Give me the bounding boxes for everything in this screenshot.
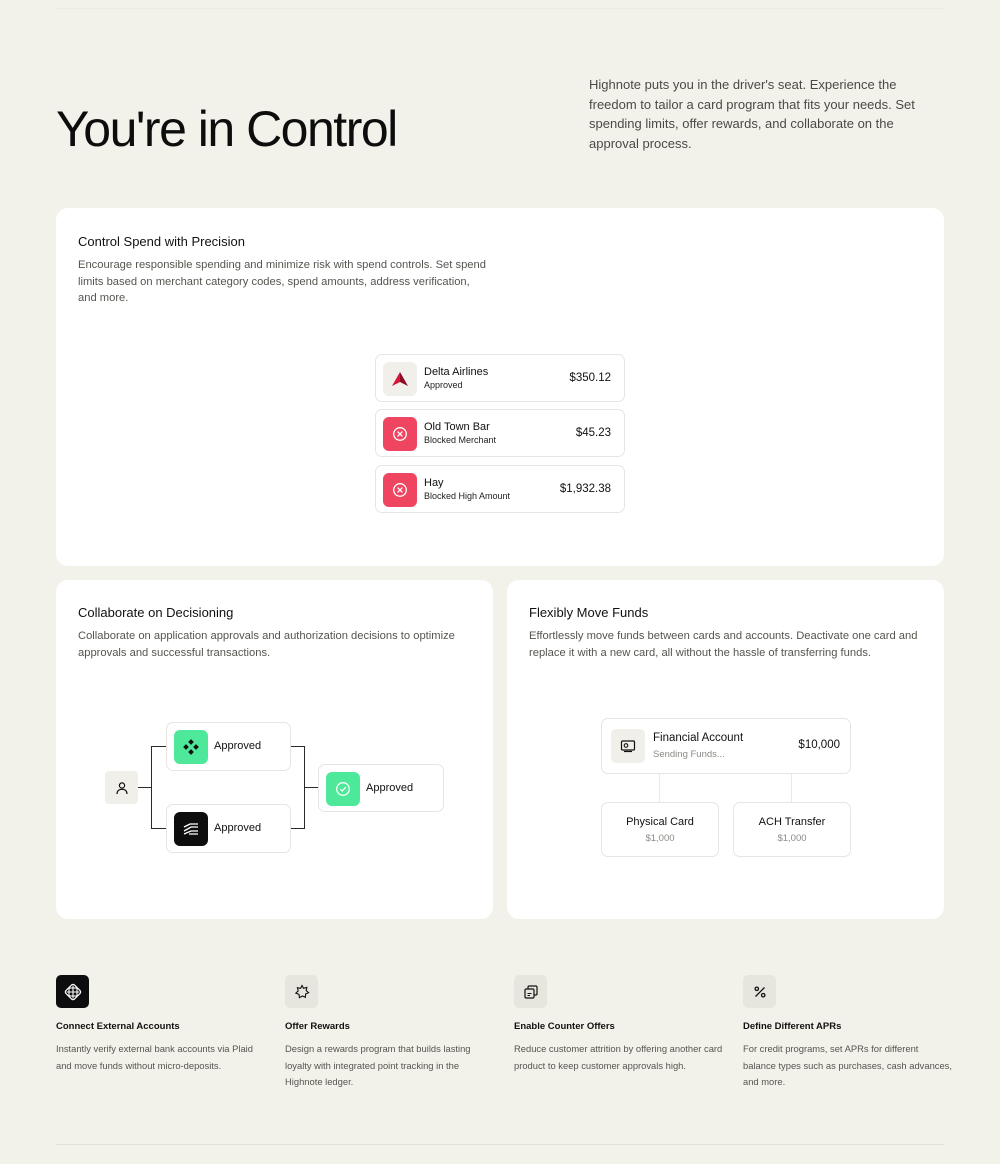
feature-description: Design a rewards program that builds lasting loyalty with integrated point tracking in the Highnote ledger.: [285, 1043, 471, 1088]
connector-line: [290, 746, 305, 747]
approver-logo-icon: [174, 730, 208, 764]
card-title: Control Spend with Precision: [78, 234, 245, 249]
feature-connect-external-accounts: [56, 975, 256, 1074]
blocked-icon: [383, 473, 417, 507]
decisioning-card: [56, 580, 493, 919]
transaction-status: Blocked High Amount: [424, 491, 511, 501]
connector-line: [151, 828, 166, 829]
cards-stack-icon: [514, 975, 547, 1008]
transaction-status: Blocked Merchant: [424, 435, 497, 445]
feature-description: For credit programs, set APRs for different balance types such as purchases, cash advances, and more.: [743, 1043, 952, 1088]
physical-card-option[interactable]: [601, 802, 719, 857]
move-funds-card: [507, 580, 944, 919]
option-name: Physical Card: [626, 816, 694, 828]
connector-line: [290, 828, 305, 829]
card-title: Flexibly Move Funds: [529, 605, 649, 620]
funds-connector: [659, 773, 660, 802]
connector-line: [138, 787, 152, 788]
feature-title: Enable Counter Offers: [514, 1021, 615, 1032]
transaction-amount: $1,932.38: [559, 483, 611, 495]
card-description: Collaborate on application approvals and authorization decisions to optimize approvals and successful transactions.: [78, 630, 455, 659]
final-status: Approved: [366, 782, 414, 794]
transaction-row[interactable]: [375, 465, 625, 513]
bottom-divider: [56, 1144, 944, 1145]
account-name: Financial Account: [653, 732, 744, 744]
approver-logo-icon: [174, 812, 208, 846]
feature-title: Offer Rewards: [285, 1021, 350, 1032]
user-icon: [115, 781, 129, 795]
approver-card[interactable]: [166, 722, 291, 771]
option-amount: $1,000: [645, 833, 675, 844]
connector-line: [304, 787, 318, 788]
check-circle-icon: [326, 772, 360, 806]
transaction-row[interactable]: [375, 409, 625, 457]
approver-status: Approved: [214, 822, 262, 834]
feature-define-different-aprs: [743, 975, 953, 1091]
applicant-avatar: [105, 771, 138, 804]
account-icon: [611, 729, 645, 763]
card-description: Encourage responsible spending and minimize risk with spend controls. Set spend limits based on merchant category codes, spend amounts, address verification, and more.: [78, 259, 486, 305]
final-decision-card[interactable]: [318, 764, 444, 812]
account-amount: $10,000: [798, 739, 840, 751]
top-divider: [56, 8, 944, 9]
transaction-amount: $45.23: [575, 427, 611, 439]
hero-description: Highnote puts you in the driver's seat. Experience the freedom to tailor a card program that fits your needs. Set spending limits, offer rewards, and collaborate on the approval process.: [589, 77, 915, 151]
merchant-name: Old Town Bar: [424, 421, 490, 433]
approver-status: Approved: [214, 740, 262, 752]
ach-transfer-option[interactable]: [733, 802, 851, 857]
merchant-name: Delta Airlines: [424, 366, 489, 378]
connector-line: [151, 746, 166, 747]
merchant-name: Hay: [424, 477, 444, 489]
feature-description: Reduce customer attrition by offering another card product to keep customer approvals high.: [514, 1043, 723, 1071]
feature-offer-rewards: [285, 975, 495, 1091]
feature-title: Connect External Accounts: [56, 1021, 180, 1032]
card-title: Collaborate on Decisioning: [78, 605, 234, 620]
transaction-status: Approved: [424, 380, 463, 390]
option-name: ACH Transfer: [758, 816, 826, 828]
feature-description: Instantly verify external bank accounts via Plaid and move funds without micro-deposits.: [56, 1043, 253, 1071]
transaction-row[interactable]: [375, 354, 625, 402]
feature-title: Define Different APRs: [743, 1021, 842, 1032]
financial-account-card[interactable]: [601, 718, 851, 774]
account-status: Sending Funds...: [653, 749, 725, 760]
option-amount: $1,000: [777, 833, 807, 844]
percent-icon: [743, 975, 776, 1008]
plaid-icon: [56, 975, 89, 1008]
rewards-badge-icon: [285, 975, 318, 1008]
delta-logo-icon: [383, 362, 417, 396]
page-title: You're in Control: [56, 101, 397, 157]
connector-line: [151, 746, 152, 828]
transaction-amount: $350.12: [569, 372, 611, 384]
funds-connector: [791, 773, 792, 802]
blocked-icon: [383, 417, 417, 451]
feature-enable-counter-offers: [514, 975, 724, 1074]
card-description: Effortlessly move funds between cards and accounts. Deactivate one card and replace it with a new card, all without the hassle of transferring funds.: [529, 630, 918, 659]
approver-card[interactable]: [166, 804, 291, 853]
